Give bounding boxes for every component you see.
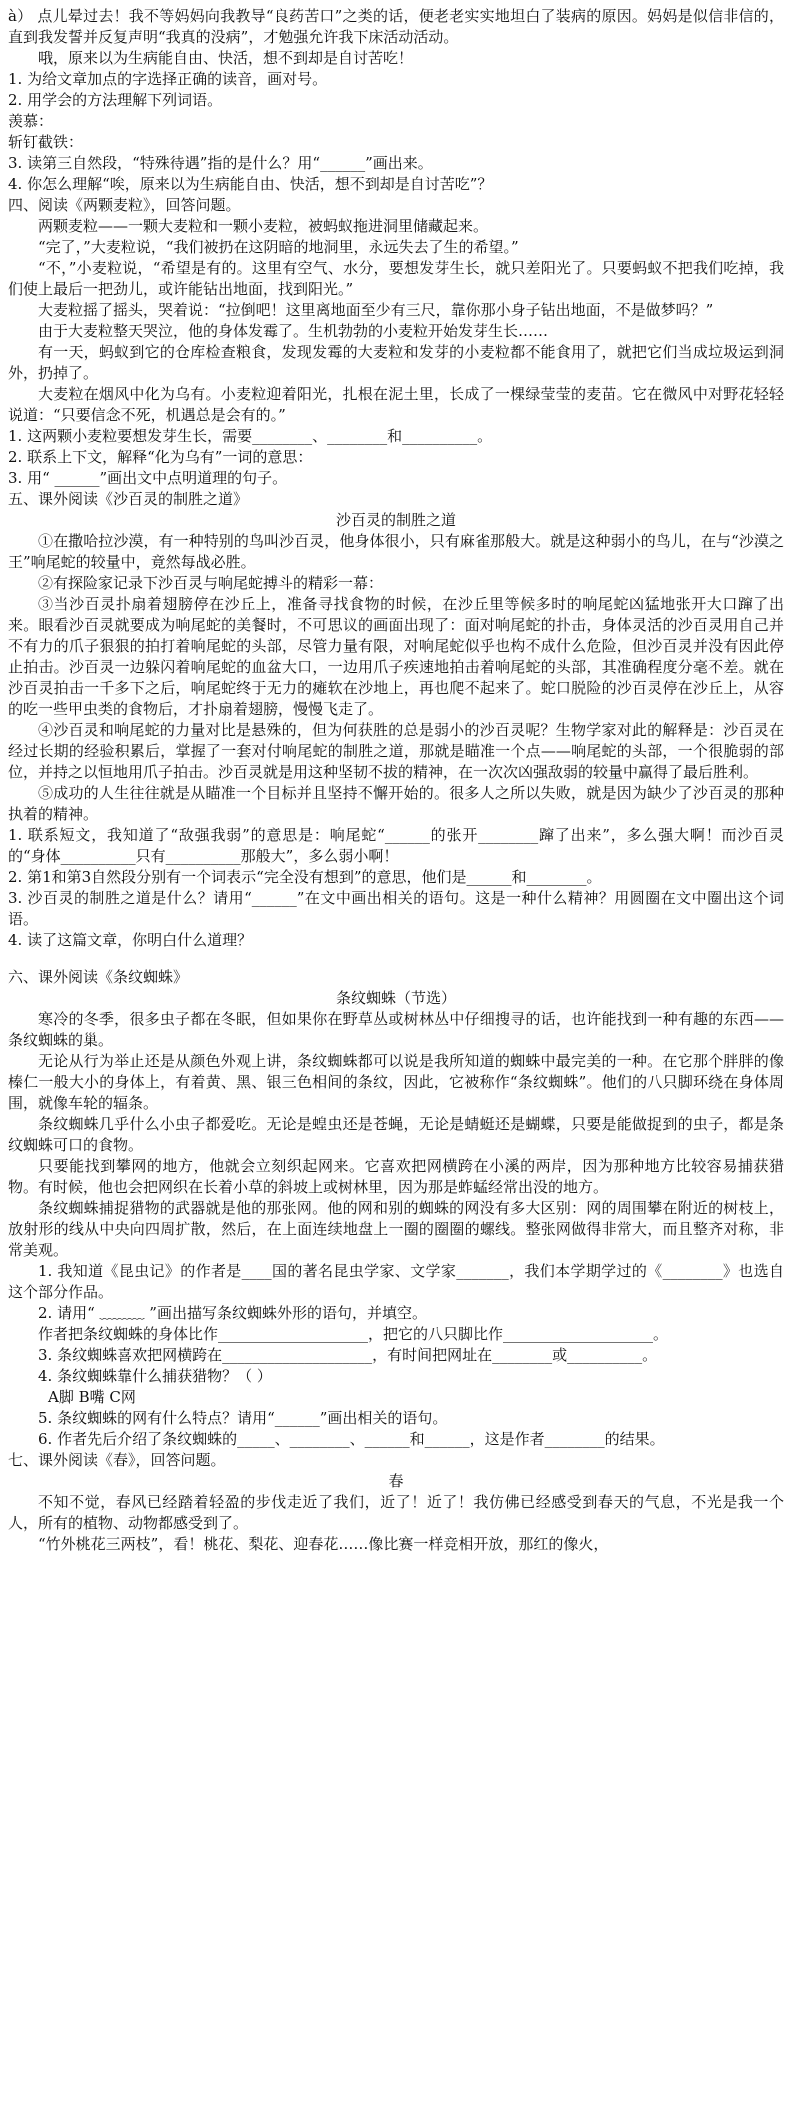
section-6-question: 6. 作者先后介绍了条纹蜘蛛的_____、________、______和______，这是作者________的结果。 <box>38 1430 665 1448</box>
spacer <box>8 951 784 967</box>
section-4-paragraph: “不，”小麦粒说，“希望是有的。这里有空气、水分，要想发芽生长，就只差阳光了。只要蚂蚁不把我们吃掉，我们使上最后一把劲儿，或许能钻出地面，找到阳光。” <box>8 259 784 298</box>
section-6-paragraph: 条纹蜘蛛几乎什么小虫子都爱吃。无论是蝗虫还是苍蝇，无论是蜻蜓还是蝴蝶，只要是能做捉到的虫子，都是条纹蜘蛛可口的食物。 <box>8 1115 784 1154</box>
section-4-heading: 四、阅读《两颗麦粒》，回答问题。 <box>8 196 241 214</box>
section-6-fill: 作者把条纹蜘蛛的身体比作____________________，把它的八只脚比作____________________。 <box>38 1325 669 1343</box>
word-envy: 羡慕： <box>8 112 54 130</box>
section-4-question: 2. 联系上下文，解释“化为乌有”一词的意思： <box>8 448 313 466</box>
section-6-question: 2. 请用“ ﹏﹏﹏ ”画出描写条纹蜘蛛外形的语句，并填空。 <box>38 1304 427 1322</box>
section-7-title: 春 <box>388 1472 404 1490</box>
section-7-heading: 七、课外阅读《春》，回答问题。 <box>8 1451 226 1469</box>
word-resolute: 斩钉截铁： <box>8 133 84 151</box>
section-6-question: 3. 条纹蜘蛛喜欢把网横跨在____________________，有时间把网址在________或__________。 <box>38 1346 658 1364</box>
section-7-paragraph: “竹外桃花三两枝”，看！桃花、梨花、迎春花……像比赛一样竞相开放，那红的像火， <box>38 1535 609 1553</box>
section-4-question: 3. 用“ ______”画出文中点明道理的句子。 <box>8 469 288 487</box>
section-4-paragraph: “完了，”大麦粒说，“我们被扔在这阴暗的地洞里，永远失去了生的希望。” <box>38 238 519 256</box>
section-6-question: 5. 条纹蜘蛛的网有什么特点？请用“______”画出相关的语句。 <box>38 1409 448 1427</box>
section-5-title: 沙百灵的制胜之道 <box>335 511 456 529</box>
section-5-question: 1. 联系短文，我知道了“敌强我弱”的意思是：响尾蛇“______的张开________蹿了出来”，多么强大啊！而沙百灵的“身体__________只有__________那般大”，多么弱小啊！ <box>8 826 784 865</box>
question-2: 2. 用学会的方法理解下列词语。 <box>8 91 223 109</box>
section-6-title: 条纹蜘蛛（节选） <box>335 989 456 1007</box>
section-5-paragraph: ④沙百灵和响尾蛇的力量对比是悬殊的，但为何获胜的总是弱小的沙百灵呢？生物学家对此的解释是：沙百灵在经过长期的经验积累后，掌握了一套对付响尾蛇的制胜之道，那就是瞄准一个点——响尾蛇的头部，一个很脆弱的部位，并持之以恒地用爪子拍击。沙百灵就是用这种坚韧不拔的精神，在一次次凶强敌弱的较量中赢得了最后胜利。 <box>8 721 784 781</box>
section-5-paragraph: ③当沙百灵扑扇着翅膀停在沙丘上，准备寻找食物的时候，在沙丘里等候多时的响尾蛇凶猛地张开大口蹿了出来。眼看沙百灵就要成为响尾蛇的美餐时，不可思议的画面出现了：面对响尾蛇的扑击，身体灵活的沙百灵用自己并不有力的爪子狠狠的拍打着响尾蛇的头部，尽管力量有限，对响尾蛇似乎也构不成什么危险，但沙百灵并没有因此停止拍击。沙百灵一边躲闪着响尾蛇的血盆大口，一边用爪子疾速地拍击着响尾蛇的头部，其准确程度分毫不差。就在沙百灵拍击一千多下之后，响尾蛇终于无力的瘫软在沙地上，再也爬不起来了。蛇口脱险的沙百灵停在沙丘上，从容的吃一些甲虫类的食物后，才扑扇着翅膀，慢慢飞走了。 <box>8 595 784 718</box>
section-4-paragraph: 大麦粒摇了摇头，哭着说：“拉倒吧！这里离地面至少有三尺，靠你那小身子钻出地面，不是做梦吗？” <box>38 301 714 319</box>
section-5-question: 2. 第1和第3自然段分别有一个词表示“完全没有想到”的意思，他们是______和________。 <box>8 868 602 886</box>
section-5-paragraph: ①在撒哈拉沙漠，有一种特别的鸟叫沙百灵，他身体很小，只有麻雀那般大。就是这种弱小的鸟儿，在与“沙漠之王”响尾蛇的较量中，竟然每战必胜。 <box>8 532 784 571</box>
section-6-question: 1. 我知道《昆虫记》的作者是____国的著名昆虫学家、文学家_______，我们本学期学过的《________》也选自这个部分作品。 <box>8 1262 784 1301</box>
section-6-paragraph: 寒冷的冬季，很多虫子都在冬眠，但如果你在野草丛或树林丛中仔细搜寻的话，也许能找到一种有趣的东西——条纹蜘蛛的巢。 <box>8 1010 784 1049</box>
section-6-paragraph: 无论从行为举止还是从颜色外观上讲，条纹蜘蛛都可以说是我所知道的蜘蛛中最完美的一种。在它那个胖胖的像榛仁一般大小的身体上，有着黄、黑、银三色相间的条纹，因此，它被称作“条纹蜘蛛”。他们的八只脚环绕在身体周围，就像车轮的辐条。 <box>8 1052 784 1112</box>
intro-fragment: à） 点儿晕过去！我不等妈妈向我教导“良药苦口”之类的话，便老老实实地坦白了装病的原因。妈妈是似信非信的，直到我发誓并反复声明“我真的没病”，才勉强允许我下床活动活动。 <box>8 7 784 46</box>
section-7-paragraph: 不知不觉，春风已经踏着轻盈的步伐走近了我们，近了！近了！我仿佛已经感受到春天的气息，不光是我一个人，所有的植物、动物都感受到了。 <box>8 1493 784 1532</box>
section-4-paragraph: 大麦粒在烟风中化为乌有。小麦粒迎着阳光，扎根在泥土里，长成了一棵绿莹莹的麦苗。它在微风中对野花轻轻说道：“只要信念不死，机遇总是会有的。” <box>8 385 784 424</box>
section-4-question: 1. 这两颗小麦粒要想发芽生长，需要________、________和__________。 <box>8 427 493 445</box>
section-5-heading: 五、课外阅读《沙百灵的制胜之道》 <box>8 490 249 508</box>
section-6-heading: 六、课外阅读《条纹蜘蛛》 <box>8 968 189 986</box>
section-4-paragraph: 由于大麦粒整天哭泣，他的身体发霉了。生机勃勃的小麦粒开始发芽生长…… <box>38 322 549 340</box>
section-4-paragraph: 两颗麦粒——一颗大麦粒和一颗小麦粒，被蚂蚁拖进洞里储藏起来。 <box>38 217 489 235</box>
question-1: 1. 为给文章加点的字选择正确的读音，画对号。 <box>8 70 328 88</box>
question-4: 4. 你怎么理解“唉，原来以为生病能自由、快活，想不到却是自讨苦吃”？ <box>8 175 493 193</box>
section-4-paragraph: 有一天，蚂蚁到它的仓库检查粮食，发现发霉的大麦粒和发芽的小麦粒都不能食用了，就把它们当成垃圾运到洞外，扔掉了。 <box>8 343 784 382</box>
section-6-options: A脚 B嘴 C网 <box>48 1388 136 1406</box>
section-5-question: 4. 读了这篇文章，你明白什么道理？ <box>8 931 253 949</box>
section-6-question: 4. 条纹蜘蛛靠什么捕获猎物？（ ） <box>38 1367 272 1385</box>
question-3: 3. 读第三自然段，“特殊待遇”指的是什么？用“______”画出来。 <box>8 154 433 172</box>
section-5-paragraph: ②有探险家记录下沙百灵与响尾蛇搏斗的精彩一幕： <box>38 574 384 592</box>
section-6-paragraph: 条纹蜘蛛捕捉猎物的武器就是他的那张网。他的网和别的蜘蛛的网没有多大区别：网的周围攀在附近的树枝上，放射形的线从中央向四周扩散，然后，在上面连续地盘上一圈的圈圈的螺线。整张网做得非常大，而且整齐对称，非常美观。 <box>8 1199 784 1259</box>
intro-fragment-end: 哦，原来以为生病能自由、快活，想不到却是自讨苦吃！ <box>38 49 414 67</box>
section-5-paragraph: ⑤成功的人生往往就是从瞄准一个目标并且坚持不懈开始的。很多人之所以失败，就是因为缺少了沙百灵的那种执着的精神。 <box>8 784 784 823</box>
section-6-paragraph: 只要能找到攀网的地方，他就会立刻织起网来。它喜欢把网横跨在小溪的两岸，因为那种地方比较容易捕获猎物。有时候，他也会把网织在长着小草的斜坡上或树林里，因为那是蚱蜢经常出没的地方。 <box>8 1157 784 1196</box>
section-5-question: 3. 沙百灵的制胜之道是什么？请用“______”在文中画出相关的语句。这是一种什么精神？用圆圈在文中圈出这个词语。 <box>8 889 784 928</box>
